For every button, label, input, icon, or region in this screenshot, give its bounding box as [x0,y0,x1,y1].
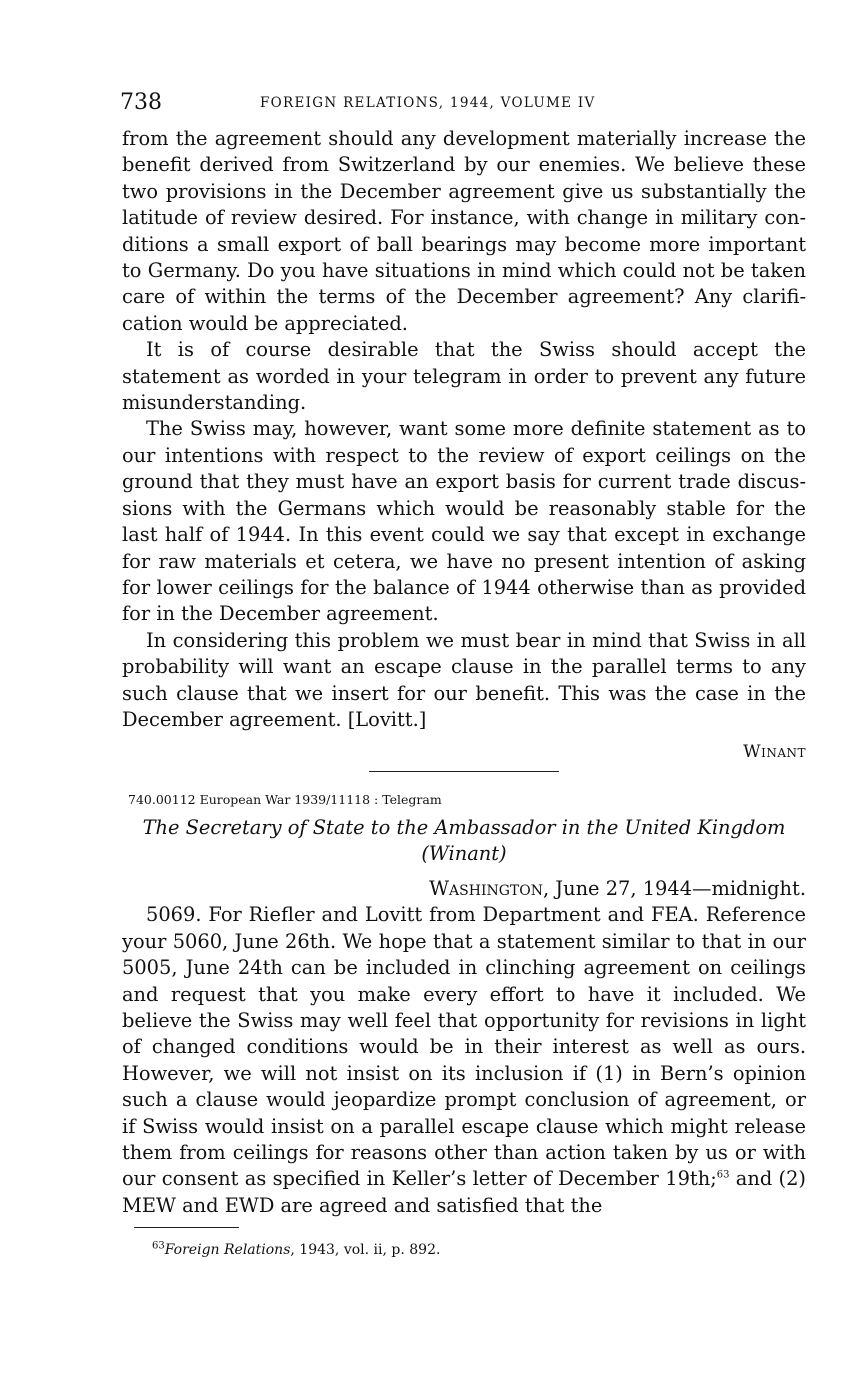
document-title: The Secretary of State to the Ambassador in the United Kingdom [142,816,786,840]
paragraph: In considering this problem we must bear in mind that Swiss in all probability will want an escape clause in the parallel terms to any such clause that we insert for our benefit. This was the case in the December agreement. [Lovitt.] [122,628,806,731]
signature [122,739,806,767]
page-header [122,92,806,126]
file-reference: 740.00112 European War 1939/11118 : Telegram [128,792,442,808]
dateline-place: Washington [429,877,543,901]
page-number: 738 [120,90,162,115]
telegram-body [122,902,806,1219]
running-head: FOREIGN RELATIONS, 1944, VOLUME IV [260,95,596,111]
paragraph-text: 5069. For Riefler and Lovitt from Department and FEA. Reference your 5060, June 26th. We hope that a statement similar to that in our 5005, June 24th can be included in clinching agreement on ceilings and request that you make every effort to have it included. We believe the Swiss may well feel that opportunity for revisions in light of changed conditions would be in their interest as well as ours. However, we will not insist on its inclusion if (1) in Bern’s opinion such a clause would jeopardize prompt conclusion of agreement, or if Swiss would insist on a parallel escape clause which might release them from ceilings for reasons other than action taken by us or with our consent as specified in Keller’s letter of December 19th; [122,903,806,1191]
footnote-reference[interactable]: 63 [716,1169,730,1181]
signature-name: Winant [743,742,806,763]
footnote [152,1242,806,1258]
paragraph-text: and (2) MEW and EWD are agreed and satisfied that the [122,1167,806,1217]
telegram-continuation [122,126,806,767]
footnote-citation: , 1943, vol. ii, p. 892. [290,1242,441,1259]
paragraph [122,902,806,1219]
section-divider [369,771,559,772]
dateline [122,877,806,900]
footnote-source: Foreign Relations [164,1242,291,1259]
footnote-divider [134,1227,239,1228]
footnote-marker: 63 [152,1240,165,1252]
paragraph: It is of course desirable that the Swiss should accept the statement as worded in your telegram in order to prevent any future misunderstanding. [122,338,806,415]
paragraph: from the agreement should any development materially increase the benefit derived from Switzerland by our enemies. We believe these two provisions in the December agreement give us substantially the latitude of review desired. For instance, with change in military conditions a small export of ball bearings may become more important to Germany. Do you have situations in mind which could not be taken care of within the terms of the December agreement? Any clarification would be appreciated. [122,127,806,335]
document-page [122,92,806,1258]
document-title-recipient: (Winant) [421,842,507,866]
paragraph: The Swiss may, however, want some more definite statement as to our intentions with respect to the review of export ceilings on the ground that they must have an export basis for current trade discussions with the Germans which would be reasonably stable for the last half of 1944. In this event could we say that except in exchange for raw materials et cetera, we have no present intention of asking for lower ceilings for the balance of 1944 otherwise than as provided for in the December agreement. [122,417,806,626]
dateline-date: , June 27, 1944—midnight. [542,877,806,901]
